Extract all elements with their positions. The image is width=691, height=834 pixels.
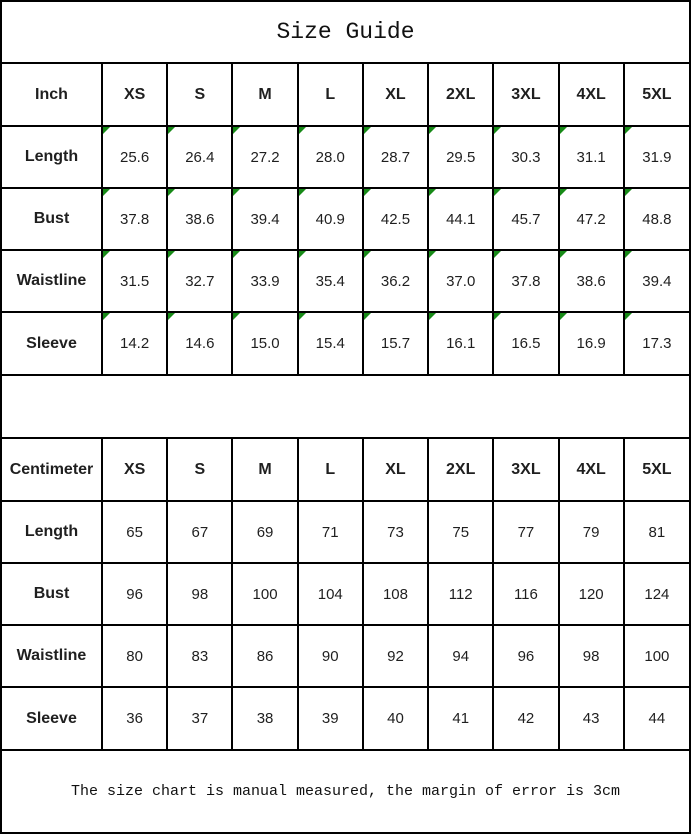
corner-flag-icon <box>233 127 240 134</box>
measure-cell: 116 <box>493 563 558 625</box>
row-label: Bust <box>2 563 102 625</box>
row-label: Sleeve <box>2 312 102 374</box>
cell-value: 16.9 <box>576 335 606 352</box>
size-header: 2XL <box>428 439 493 501</box>
measure-cell: 38 <box>232 687 297 749</box>
measure-cell <box>428 126 493 188</box>
inch-unit-header: Inch <box>2 64 102 126</box>
corner-flag-icon <box>429 251 436 258</box>
corner-flag-icon <box>364 127 371 134</box>
cell-value: 15.7 <box>380 335 411 352</box>
corner-flag-icon <box>168 251 175 258</box>
measure-cell <box>428 312 493 374</box>
cell-value: 40.9 <box>315 210 345 228</box>
cell-value: 15.0 <box>250 335 280 352</box>
size-header: 5XL <box>624 64 689 126</box>
size-header: 3XL <box>493 64 558 126</box>
measure-cell: 42 <box>493 687 558 749</box>
cell-value: 16.5 <box>511 335 541 352</box>
measure-cell <box>493 312 558 374</box>
corner-flag-icon <box>168 313 175 320</box>
measure-cell <box>624 126 689 188</box>
cell-value: 31.1 <box>576 148 606 166</box>
cm-header-row <box>2 439 689 501</box>
measure-cell <box>363 250 428 312</box>
cell-value: 38.6 <box>185 210 215 228</box>
table-row <box>2 687 689 749</box>
measure-cell: 73 <box>363 501 428 563</box>
measure-cell <box>624 250 689 312</box>
measure-cell <box>232 250 297 312</box>
measure-cell <box>559 126 624 188</box>
corner-flag-icon <box>103 189 110 196</box>
measure-cell <box>363 312 428 374</box>
measure-cell <box>624 312 689 374</box>
cell-value: 39.4 <box>250 210 280 228</box>
measure-cell <box>167 312 232 374</box>
size-header: 3XL <box>493 439 558 501</box>
page-title: Size Guide <box>2 2 689 64</box>
cell-value: 44.1 <box>446 210 476 228</box>
corner-flag-icon <box>233 313 240 320</box>
row-label: Bust <box>2 188 102 250</box>
measure-cell: 37 <box>167 687 232 749</box>
measure-cell: 80 <box>102 625 167 687</box>
measure-cell: 86 <box>232 625 297 687</box>
cell-value: 38.6 <box>576 272 606 290</box>
measure-cell: 75 <box>428 501 493 563</box>
cell-value: 27.2 <box>250 148 280 166</box>
inch-header-row <box>2 64 689 126</box>
measure-cell <box>102 250 167 312</box>
size-header: XS <box>102 439 167 501</box>
cell-value: 30.3 <box>511 148 541 166</box>
cell-value: 39.4 <box>642 272 672 290</box>
row-label: Waistline <box>2 625 102 687</box>
cell-value: 15.4 <box>315 335 345 352</box>
measure-cell <box>624 188 689 250</box>
size-header: XL <box>363 64 428 126</box>
measure-cell <box>167 188 232 250</box>
cell-value: 25.6 <box>120 148 150 166</box>
corner-flag-icon <box>168 189 175 196</box>
cell-value: 28.0 <box>315 148 345 166</box>
cell-value: 31.9 <box>642 148 672 166</box>
measure-cell <box>559 312 624 374</box>
measure-cell <box>493 126 558 188</box>
table-row <box>2 625 689 687</box>
measure-cell: 81 <box>624 501 689 563</box>
cell-value: 47.2 <box>576 210 606 228</box>
cell-value: 37.8 <box>511 272 541 290</box>
size-header: L <box>298 439 363 501</box>
measure-cell: 96 <box>102 563 167 625</box>
measure-cell <box>298 250 363 312</box>
measure-cell <box>428 188 493 250</box>
corner-flag-icon <box>364 251 371 258</box>
size-header: 4XL <box>559 439 624 501</box>
table-row <box>2 563 689 625</box>
size-header: XS <box>102 64 167 126</box>
cell-value: 26.4 <box>185 148 215 166</box>
measure-cell: 79 <box>559 501 624 563</box>
corner-flag-icon <box>299 189 306 196</box>
size-header: 2XL <box>428 64 493 126</box>
corner-flag-icon <box>625 251 632 258</box>
measure-cell <box>167 126 232 188</box>
footer-note: The size chart is manual measured, the margin of error is 3cm <box>2 749 689 832</box>
corner-flag-icon <box>299 127 306 134</box>
cell-value: 42.5 <box>380 210 411 228</box>
corner-flag-icon <box>625 127 632 134</box>
cell-value: 14.6 <box>185 335 215 352</box>
measure-cell: 98 <box>559 625 624 687</box>
corner-flag-icon <box>364 313 371 320</box>
cell-value: 48.8 <box>642 210 672 228</box>
table-row <box>2 126 689 188</box>
measure-cell: 94 <box>428 625 493 687</box>
cm-unit-header: Centimeter <box>2 439 102 501</box>
table-spacer <box>2 374 689 439</box>
measure-cell <box>232 126 297 188</box>
measure-cell: 65 <box>102 501 167 563</box>
corner-flag-icon <box>494 127 501 134</box>
measure-cell: 43 <box>559 687 624 749</box>
corner-flag-icon <box>625 313 632 320</box>
measure-cell <box>102 312 167 374</box>
measure-cell <box>298 126 363 188</box>
measure-cell: 71 <box>298 501 363 563</box>
corner-flag-icon <box>494 189 501 196</box>
measure-cell: 96 <box>493 625 558 687</box>
measure-cell <box>363 126 428 188</box>
corner-flag-icon <box>560 313 567 320</box>
measure-cell <box>493 188 558 250</box>
corner-flag-icon <box>429 189 436 196</box>
cell-value: 28.7 <box>380 148 411 166</box>
cell-value: 17.3 <box>642 335 672 352</box>
corner-flag-icon <box>103 127 110 134</box>
measure-cell <box>428 250 493 312</box>
measure-cell: 120 <box>559 563 624 625</box>
corner-flag-icon <box>560 127 567 134</box>
size-header: XL <box>363 439 428 501</box>
measure-cell: 112 <box>428 563 493 625</box>
measure-cell: 44 <box>624 687 689 749</box>
cell-value: 37.8 <box>120 210 150 228</box>
size-header: S <box>167 439 232 501</box>
cell-value: 36.2 <box>380 272 411 290</box>
measure-cell <box>559 250 624 312</box>
row-label: Waistline <box>2 250 102 312</box>
measure-cell <box>232 312 297 374</box>
table-row <box>2 312 689 374</box>
measure-cell: 92 <box>363 625 428 687</box>
measure-cell <box>298 188 363 250</box>
cell-value: 16.1 <box>446 335 476 352</box>
measure-cell: 67 <box>167 501 232 563</box>
corner-flag-icon <box>560 189 567 196</box>
measure-cell <box>102 126 167 188</box>
size-header: L <box>298 64 363 126</box>
centimeter-table <box>2 439 689 749</box>
corner-flag-icon <box>494 251 501 258</box>
measure-cell: 83 <box>167 625 232 687</box>
measure-cell: 36 <box>102 687 167 749</box>
measure-cell: 108 <box>363 563 428 625</box>
cell-value: 29.5 <box>446 148 476 166</box>
corner-flag-icon <box>168 127 175 134</box>
table-row <box>2 501 689 563</box>
corner-flag-icon <box>429 313 436 320</box>
cell-value: 32.7 <box>185 272 215 290</box>
cell-value: 31.5 <box>120 272 150 290</box>
size-header: M <box>232 64 297 126</box>
measure-cell: 100 <box>232 563 297 625</box>
size-header: 5XL <box>624 439 689 501</box>
measure-cell: 98 <box>167 563 232 625</box>
corner-flag-icon <box>103 313 110 320</box>
cell-value: 45.7 <box>511 210 541 228</box>
row-label: Length <box>2 501 102 563</box>
corner-flag-icon <box>560 251 567 258</box>
table-row <box>2 250 689 312</box>
corner-flag-icon <box>299 251 306 258</box>
corner-flag-icon <box>103 251 110 258</box>
corner-flag-icon <box>625 189 632 196</box>
measure-cell <box>559 188 624 250</box>
measure-cell <box>102 188 167 250</box>
table-row <box>2 188 689 250</box>
measure-cell: 90 <box>298 625 363 687</box>
cell-value: 33.9 <box>250 272 280 290</box>
measure-cell: 40 <box>363 687 428 749</box>
row-label: Length <box>2 126 102 188</box>
cell-value: 14.2 <box>120 335 150 352</box>
measure-cell: 77 <box>493 501 558 563</box>
measure-cell <box>363 188 428 250</box>
measure-cell: 100 <box>624 625 689 687</box>
corner-flag-icon <box>494 313 501 320</box>
corner-flag-icon <box>429 127 436 134</box>
measure-cell: 124 <box>624 563 689 625</box>
measure-cell: 39 <box>298 687 363 749</box>
size-header: 4XL <box>559 64 624 126</box>
measure-cell <box>232 188 297 250</box>
cell-value: 35.4 <box>315 272 345 290</box>
corner-flag-icon <box>364 189 371 196</box>
size-header: S <box>167 64 232 126</box>
measure-cell <box>298 312 363 374</box>
size-header: M <box>232 439 297 501</box>
measure-cell <box>167 250 232 312</box>
corner-flag-icon <box>299 313 306 320</box>
corner-flag-icon <box>233 251 240 258</box>
inch-table <box>2 64 689 374</box>
row-label: Sleeve <box>2 687 102 749</box>
measure-cell: 104 <box>298 563 363 625</box>
measure-cell: 41 <box>428 687 493 749</box>
measure-cell: 69 <box>232 501 297 563</box>
measure-cell <box>493 250 558 312</box>
cell-value: 37.0 <box>446 272 476 290</box>
corner-flag-icon <box>233 189 240 196</box>
